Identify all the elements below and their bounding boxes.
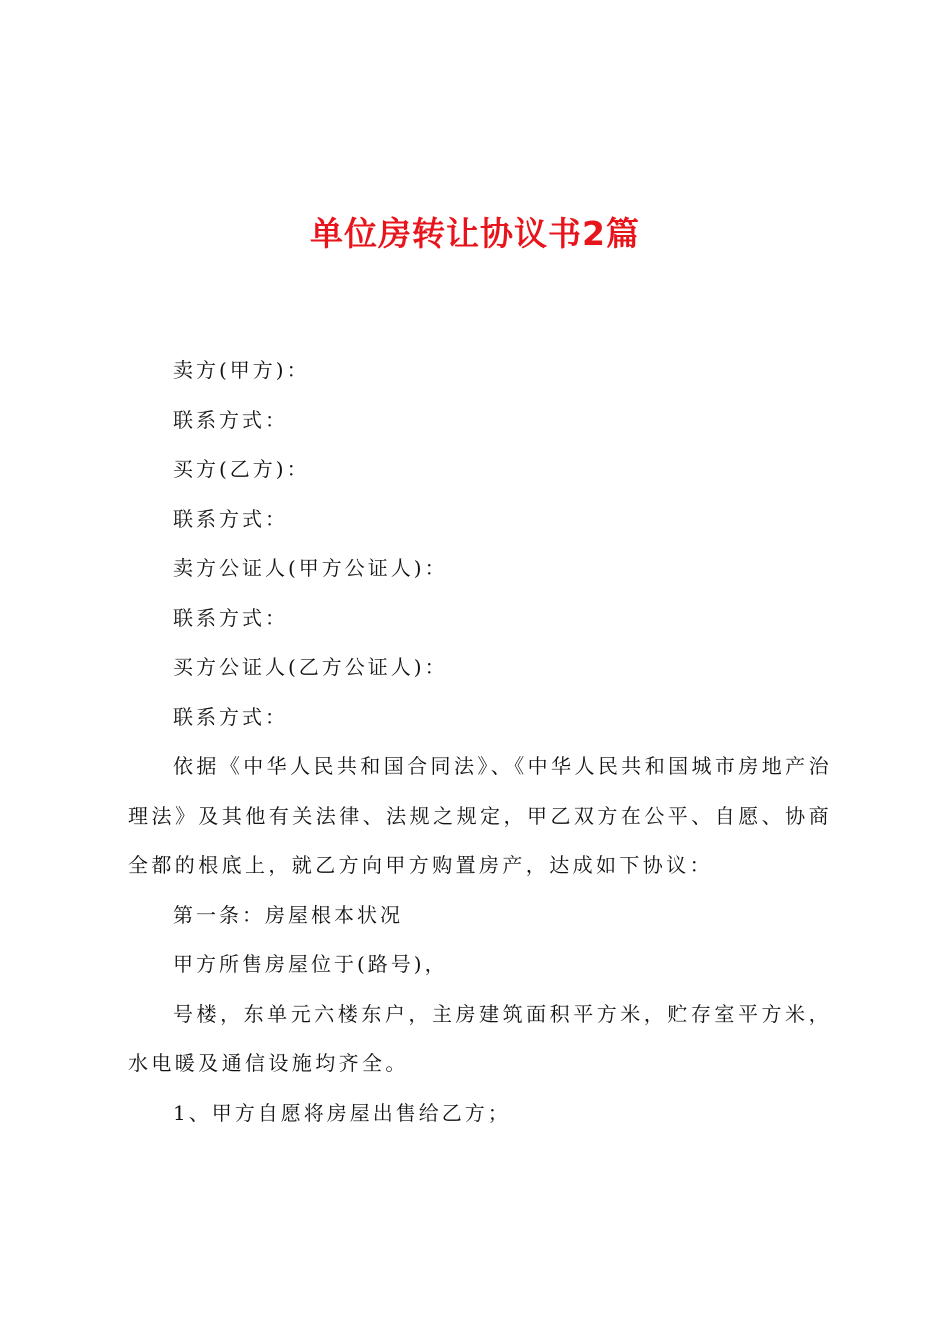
seller-notary-contact-line: 联系方式：: [173, 605, 288, 630]
article-one-heading: 第一条：房屋根本状况: [173, 902, 403, 927]
seller-contact-line: 联系方式：: [173, 407, 288, 432]
clause-1: 1、甲方自愿将房屋出售给乙方；: [173, 1100, 511, 1125]
seller-notary-line: 卖方公证人(甲方公证人)：: [173, 556, 448, 580]
basis-paragraph: 依据《中华人民共和国合同法》、《中华人民共和国城市房地产治理法》及其他有关法律、法规之规定，甲乙双方在公平、自愿、协商全都的根底上，就乙方向甲方购置房产，达成如下协议：: [128, 754, 832, 877]
document-body: [128, 346, 832, 1138]
buyer-notary-contact-line: 联系方式：: [173, 704, 288, 729]
buyer-contact-line: 联系方式：: [173, 506, 288, 531]
document-title: 单位房转让协议书2篇: [310, 214, 640, 253]
building-paragraph: 号楼，东单元六楼东户，主房建筑面积平方米，贮存室平方米，水电暖及通信设施均齐全。: [128, 1001, 832, 1075]
buyer-line: 买方(乙方)：: [173, 457, 310, 481]
seller-line: 卖方(甲方)：: [173, 358, 310, 382]
buyer-notary-line: 买方公证人(乙方公证人)：: [173, 655, 448, 679]
location-line: 甲方所售房屋位于(路号)，: [173, 952, 448, 976]
